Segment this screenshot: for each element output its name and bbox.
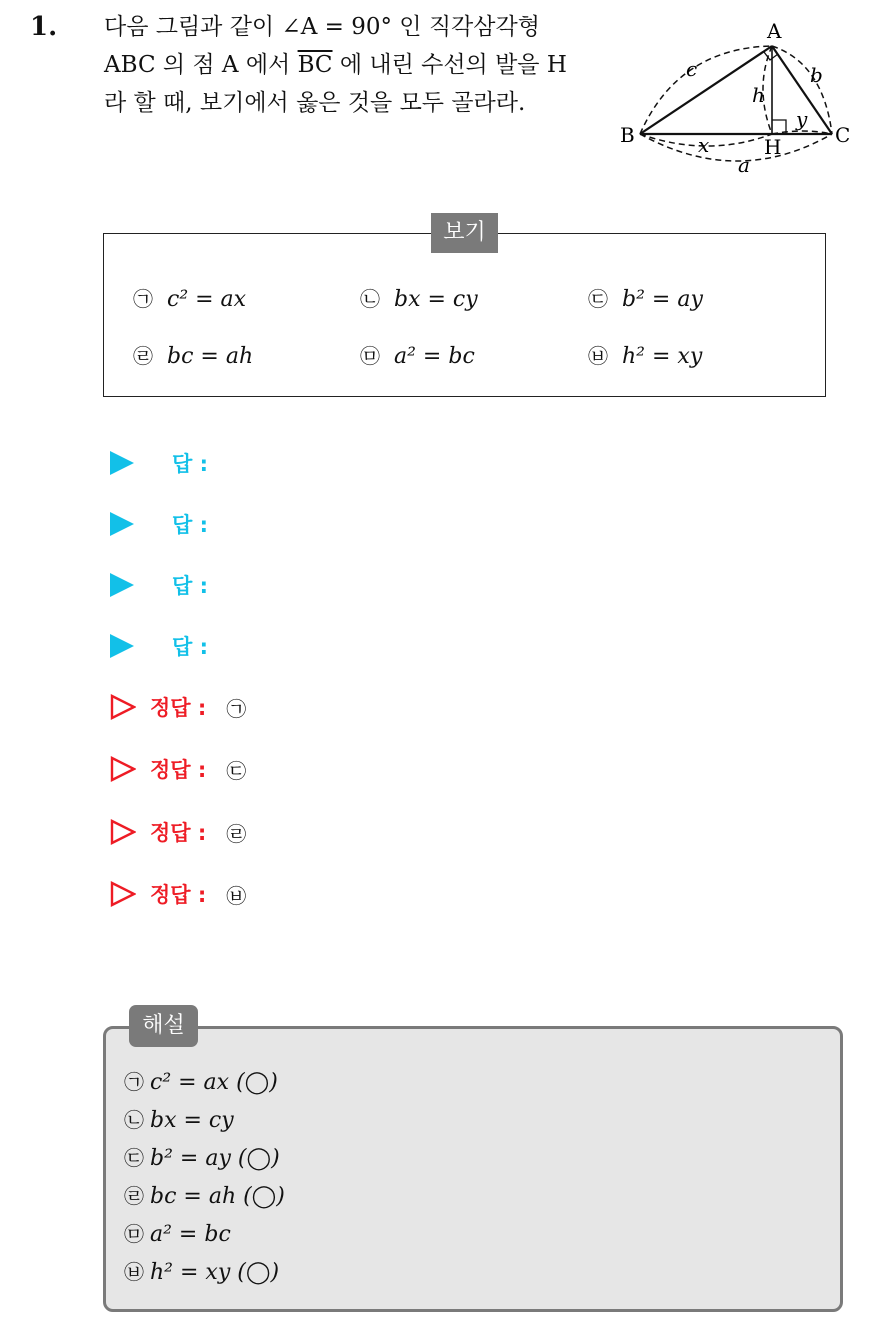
bogi-option-4 xyxy=(133,340,253,369)
bogi-option-1 xyxy=(133,283,246,312)
bogi-option-2 xyxy=(360,283,478,312)
solution-line xyxy=(124,1066,278,1095)
answer-row[interactable] xyxy=(110,568,208,602)
answer-label: 답 : xyxy=(172,574,208,598)
label-c-side: c xyxy=(686,57,698,81)
label-h-altitude: h xyxy=(752,83,765,107)
correct-answer-row xyxy=(110,877,246,911)
option-mark: ㉣ xyxy=(133,344,153,368)
solution-expr: bx = cy xyxy=(150,1108,234,1133)
label-y: y xyxy=(796,107,808,131)
solution-mark: ㉥ xyxy=(124,1260,144,1284)
bogi-title: 보기 xyxy=(431,213,498,253)
label-b-side: b xyxy=(810,63,823,87)
option-expr: bc = ah xyxy=(167,344,254,369)
answer-row[interactable] xyxy=(110,446,208,480)
option-expr: h² = xy xyxy=(622,344,703,369)
play-triangle-icon xyxy=(110,451,134,475)
correct-label: 정답 : xyxy=(150,883,207,907)
solution-mark: ㉣ xyxy=(124,1184,144,1208)
bogi-option-6 xyxy=(588,340,702,369)
label-a-vertex: A xyxy=(767,19,782,43)
solution-line xyxy=(124,1104,234,1133)
question-text-before: 다음 그림과 같이 ∠A = 90° 인 직각삼각형 ABC 의 점 A 에서 xyxy=(104,14,540,78)
correct-answer-value: ㉠ xyxy=(226,696,247,721)
option-expr: c² = ax xyxy=(167,287,247,312)
answer-label: 답 : xyxy=(172,452,208,476)
solution-expr: c² = ax (◯) xyxy=(150,1070,278,1095)
solution-expr: a² = bc xyxy=(150,1222,231,1247)
option-expr: bx = cy xyxy=(394,287,478,312)
correct-answer-row xyxy=(110,690,246,724)
label-x: x xyxy=(698,133,710,157)
correct-answer-value: ㉥ xyxy=(226,883,247,908)
label-h-point: H xyxy=(764,135,782,159)
segment-bc: $\overline{BC}$ xyxy=(297,52,333,78)
arc-a xyxy=(640,134,832,161)
outline-triangle-icon xyxy=(110,819,136,845)
question-number: 1. xyxy=(30,12,58,42)
option-mark: ㉠ xyxy=(133,287,153,311)
option-mark: ㉡ xyxy=(360,287,380,311)
solution-expr: b² = ay (◯) xyxy=(150,1146,280,1171)
option-mark: ㉤ xyxy=(360,344,380,368)
solution-mark: ㉢ xyxy=(124,1146,144,1170)
question-text xyxy=(104,8,594,122)
solution-line xyxy=(124,1180,285,1209)
solution-mark: ㉤ xyxy=(124,1222,144,1246)
outline-triangle-icon xyxy=(110,881,136,907)
option-expr: a² = bc xyxy=(394,344,475,369)
correct-label: 정답 : xyxy=(150,696,207,720)
option-expr: b² = ay xyxy=(622,287,703,312)
play-triangle-icon xyxy=(110,512,134,536)
label-b-vertex: B xyxy=(620,123,635,147)
answer-label: 답 : xyxy=(172,513,208,537)
question-text-after: 에 내린 수선의 발을 H 라 할 때, 보기에서 옳은 것을 모두 골라라. xyxy=(104,52,567,116)
solution-expr: bc = ah (◯) xyxy=(150,1184,285,1209)
correct-label: 정답 : xyxy=(150,821,207,845)
correct-answer-row xyxy=(110,815,246,849)
answer-row[interactable] xyxy=(110,507,208,541)
label-a-side: a xyxy=(738,153,750,177)
solution-line xyxy=(124,1218,231,1247)
option-mark: ㉥ xyxy=(588,344,608,368)
correct-answer-value: ㉣ xyxy=(226,821,247,846)
answer-label: 답 : xyxy=(172,635,208,659)
solution-expr: h² = xy (◯) xyxy=(150,1260,280,1285)
bogi-box xyxy=(103,233,826,397)
bogi-option-5 xyxy=(360,340,475,369)
correct-label: 정답 : xyxy=(150,758,207,782)
triangle-figure xyxy=(618,18,858,180)
option-mark: ㉢ xyxy=(588,287,608,311)
solution-mark: ㉠ xyxy=(124,1070,144,1094)
correct-answer-value: ㉢ xyxy=(226,758,247,783)
answer-row[interactable] xyxy=(110,629,208,663)
solution-mark: ㉡ xyxy=(124,1108,144,1132)
solution-line xyxy=(124,1142,280,1171)
outline-triangle-icon xyxy=(110,756,136,782)
solution-title: 해설 xyxy=(129,1005,198,1047)
bogi-option-3 xyxy=(588,283,703,312)
play-triangle-icon xyxy=(110,573,134,597)
outline-triangle-icon xyxy=(110,694,136,720)
label-c-vertex: C xyxy=(835,123,851,147)
solution-line xyxy=(124,1256,279,1285)
correct-answer-row xyxy=(110,752,246,786)
play-triangle-icon xyxy=(110,634,134,658)
